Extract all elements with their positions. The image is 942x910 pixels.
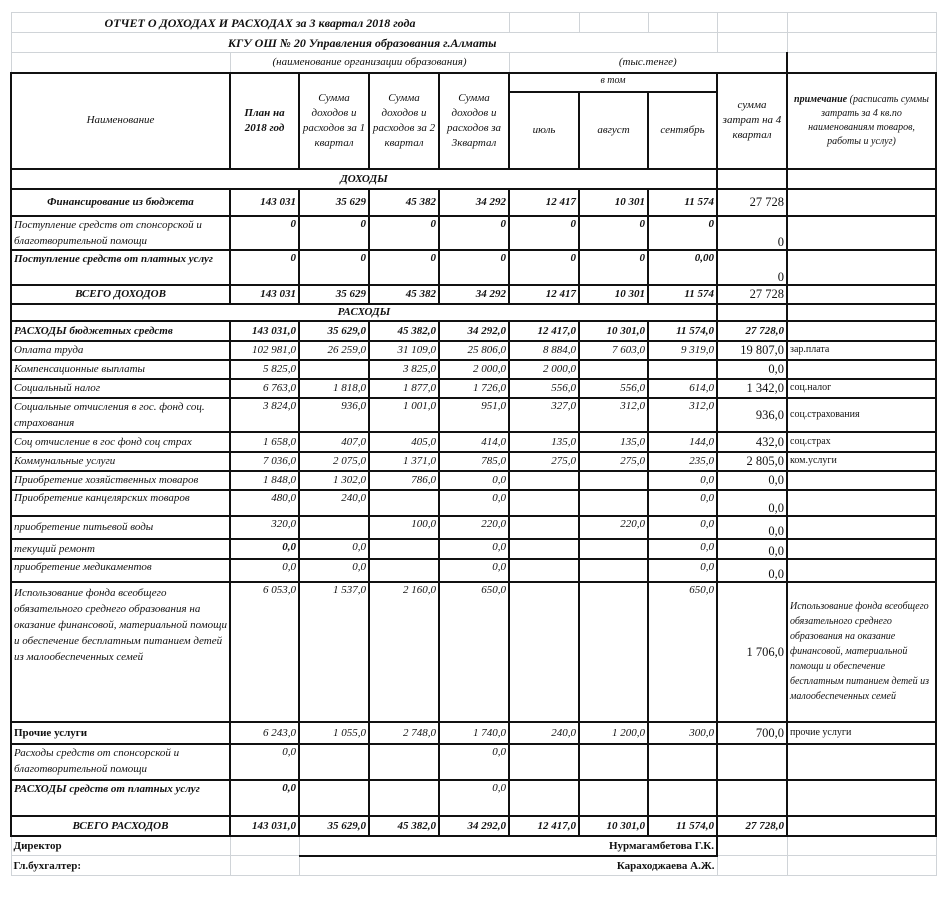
expense-row: приобретение медикаментов 0,0 0,0 0,0 0,0 0,0 xyxy=(11,559,936,582)
expense-row: Социальный налог 6 763,0 1 818,0 1 877,0 1 726,0 556,0 556,0 614,0 1 342,0 соц.налог xyxy=(11,379,936,398)
signature-row-accountant xyxy=(11,856,936,876)
report-table xyxy=(10,12,937,876)
signature-role: Гл.бухгалтер: xyxy=(11,856,230,876)
report-title: ОТЧЕТ О ДОХОДАХ И РАСХОДАХ за 3 квартал 2018 года xyxy=(11,13,509,33)
col-header-name: Наименование xyxy=(11,73,230,169)
note-header-rest: (расписать суммы затрать за 4 кв.по наименованиям товаров, работы и услуг) xyxy=(808,93,929,147)
section-expenses: РАСХОДЫ xyxy=(11,304,717,321)
expense-row: текущий ремонт 0,0 0,0 0,0 0,0 0,0 xyxy=(11,539,936,559)
expense-row: Оплата труда 102 981,0 26 259,0 31 109,0 25 806,0 8 884,0 7 603,0 9 319,0 19 807,0 зар.плата xyxy=(11,341,936,360)
income-row: Поступление средств от спонсорской и благотворительной помощи 0 0 0 0 0 0 0 0 xyxy=(11,216,936,250)
expense-row: Приобретение канцелярских товаров 480,0 240,0 0,0 0,0 0,0 xyxy=(11,490,936,516)
col-header-note xyxy=(787,73,936,169)
income-total-row: ВСЕГО ДОХОДОВ 143 031 35 629 45 382 34 292 12 417 10 301 11 574 27 728 xyxy=(11,285,936,304)
expense-row: Приобретение хозяйственных товаров 1 848,0 1 302,0 786,0 0,0 0,0 0,0 xyxy=(11,471,936,490)
signature-row-director xyxy=(11,836,936,856)
expense-row: РАСХОДЫ бюджетных средств 143 031,0 35 629,0 45 382,0 34 292,0 12 417,0 10 301,0 11 574,0 27 728,0 xyxy=(11,321,936,341)
income-row: Финансирование из бюджета 143 031 35 629 45 382 34 292 12 417 10 301 11 574 27 728 xyxy=(11,189,936,216)
col-header-august: август xyxy=(579,92,648,169)
expense-row: Соц отчисление в гос фонд соц страх 1 658,0 407,0 405,0 414,0 135,0 135,0 144,0 432,0 соц.страх xyxy=(11,432,936,452)
expense-row: Использование фонда всеобщего обязательного среднего образования на оказание финансовой, материальной помощи и обеспечение бесплатным питанием детей из малообеспеченных семей 6 053,0 1 537,0 2 160,0 650,0 650,0 1 706,0 Использование фонда всеобщего обязательного среднего образования на оказание финансовой, материальной помощи и обеспечение бесплатным питанием детей из малообеспеченных семей xyxy=(11,582,936,722)
signature-name: Нурмагамбетова Г.К. xyxy=(299,836,717,856)
income-expense-report xyxy=(10,12,937,876)
units-label: (тыс.тенге) xyxy=(509,53,787,73)
expense-row: Расходы средств от спонсорской и благотворительной помощи 0,0 0,0 xyxy=(11,744,936,780)
note-header-bold: примечание xyxy=(794,93,848,105)
expense-row: Прочие услуги 6 243,0 1 055,0 2 748,0 1 740,0 240,0 1 200,0 300,0 700,0 прочие услуги xyxy=(11,722,936,744)
organization-caption: (наименование организации образования) xyxy=(230,53,509,73)
expense-row: Коммунальные услуги 7 036,0 2 075,0 1 371,0 785,0 275,0 275,0 235,0 2 805,0 ком.услуги xyxy=(11,452,936,471)
income-row: Поступление средств от платных услуг 0 0 0 0 0 0 0,00 0 xyxy=(11,250,936,285)
col-header-in-that: в том xyxy=(509,73,717,92)
expense-row: РАСХОДЫ средств от платных услуг 0,0 0,0 xyxy=(11,780,936,816)
col-header-q3: Сумма доходов и расходов за 3квартал xyxy=(439,73,509,169)
expense-total-row: ВСЕГО РАСХОДОВ 143 031,0 35 629,0 45 382,0 34 292,0 12 417,0 10 301,0 11 574,0 27 728,0 xyxy=(11,816,936,836)
signature-role: Директор xyxy=(11,836,230,856)
col-header-q2: Сумма доходов и расходов за 2 квартал xyxy=(369,73,439,169)
col-header-september: сентябрь xyxy=(648,92,717,169)
col-header-q1: Сумма доходов и расходов за 1 квартал xyxy=(299,73,369,169)
section-income: ДОХОДЫ xyxy=(11,169,717,189)
signature-name: Караходжаева А.Ж. xyxy=(299,856,717,876)
expense-row: Социальные отчисления в гос. фонд соц. страхования 3 824,0 936,0 1 001,0 951,0 327,0 312,0 312,0 936,0 соц.страхования xyxy=(11,398,936,432)
expense-row: приобретение питьевой воды 320,0 100,0 220,0 220,0 0,0 0,0 xyxy=(11,516,936,539)
organization-name: КГУ ОШ № 20 Управления образования г.Алматы xyxy=(11,33,717,53)
expense-row: Компенсационные выплаты 5 825,0 3 825,0 2 000,0 2 000,0 0,0 xyxy=(11,360,936,379)
col-header-q4-spend: сумма затрат на 4 квартал xyxy=(717,73,787,169)
col-header-plan: План на 2018 год xyxy=(230,73,299,169)
col-header-july: июль xyxy=(509,92,579,169)
